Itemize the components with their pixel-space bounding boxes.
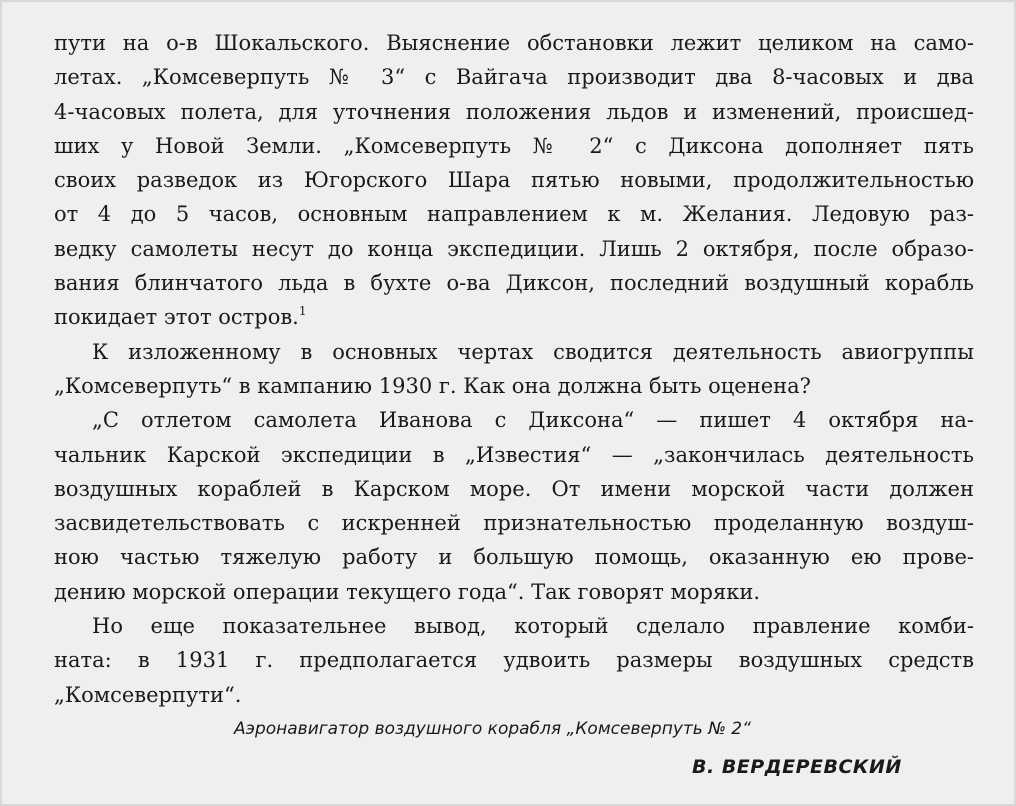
author-caption: Аэронавигатор воздушного корабля „Комсеверпуть № 2“: [234, 719, 751, 739]
text-line-with-footnote: [54, 300, 974, 334]
text-line: своих разведок из Югорского Шара пятью новыми, продолжительностью: [54, 168, 974, 193]
text-line: „С отлетом самолета Иванова с Диксона“ — пишет 4 октября на-: [92, 408, 974, 433]
text-line: „Комсеверпути“.: [54, 682, 242, 707]
footnote-marker: 1: [298, 304, 307, 319]
author-signature: В. ВЕРДЕРЕВСКИЙ: [692, 756, 902, 778]
text-line: летах. „Комсеверпуть № 3“ с Вайгача производит два 8-часовых и два: [54, 65, 974, 90]
text-line: ната: в 1931 г. предполагается удвоить размеры воздушных средств: [54, 648, 974, 673]
text-line: вания блинчатого льда в бухте о-ва Диксон, последний воздушный корабль: [54, 271, 974, 296]
text-line: К изложенному в основных чертах сводится деятельность авиогруппы: [92, 339, 974, 364]
text-line: от 4 до 5 часов, основным направлением к м. Желания. Ледовую раз-: [54, 202, 974, 227]
text-line: ших у Новой Земли. „Комсеверпуть № 2“ с Диксона дополняет пять: [54, 133, 974, 158]
text-line: пути на о-в Шокальского. Выяснение обстановки лежит целиком на само-: [54, 31, 974, 55]
text-line: 4-часовых полета, для уточнения положения льдов и изменений, происшед-: [54, 99, 974, 124]
text-line: чальник Карской экспедиции в „Известия“ — „закончилась деятельность: [54, 442, 974, 467]
text-line: ведку самолеты несут до конца экспедиции. Лишь 2 октября, после образо-: [54, 236, 974, 261]
text-line: „Комсеверпуть“ в кампанию 1930 г. Как она должна быть оценена?: [54, 373, 811, 398]
text-line: ною частью тяжелую работу и большую помощь, оказанную ею прове-: [54, 545, 974, 570]
article-text: [54, 26, 974, 712]
text-line: Но еще показательнее вывод, который сделало правление комби-: [92, 614, 974, 639]
text-line: дению морской операции текущего года“. Так говорят моряки.: [54, 579, 761, 604]
text-line: воздушных кораблей в Карском море. От имени морской части должен: [54, 476, 974, 501]
text-line: покидает этот остров.: [54, 305, 299, 330]
text-line: засвидетельствовать с искренней признательностью проделанную воздуш-: [54, 511, 974, 536]
